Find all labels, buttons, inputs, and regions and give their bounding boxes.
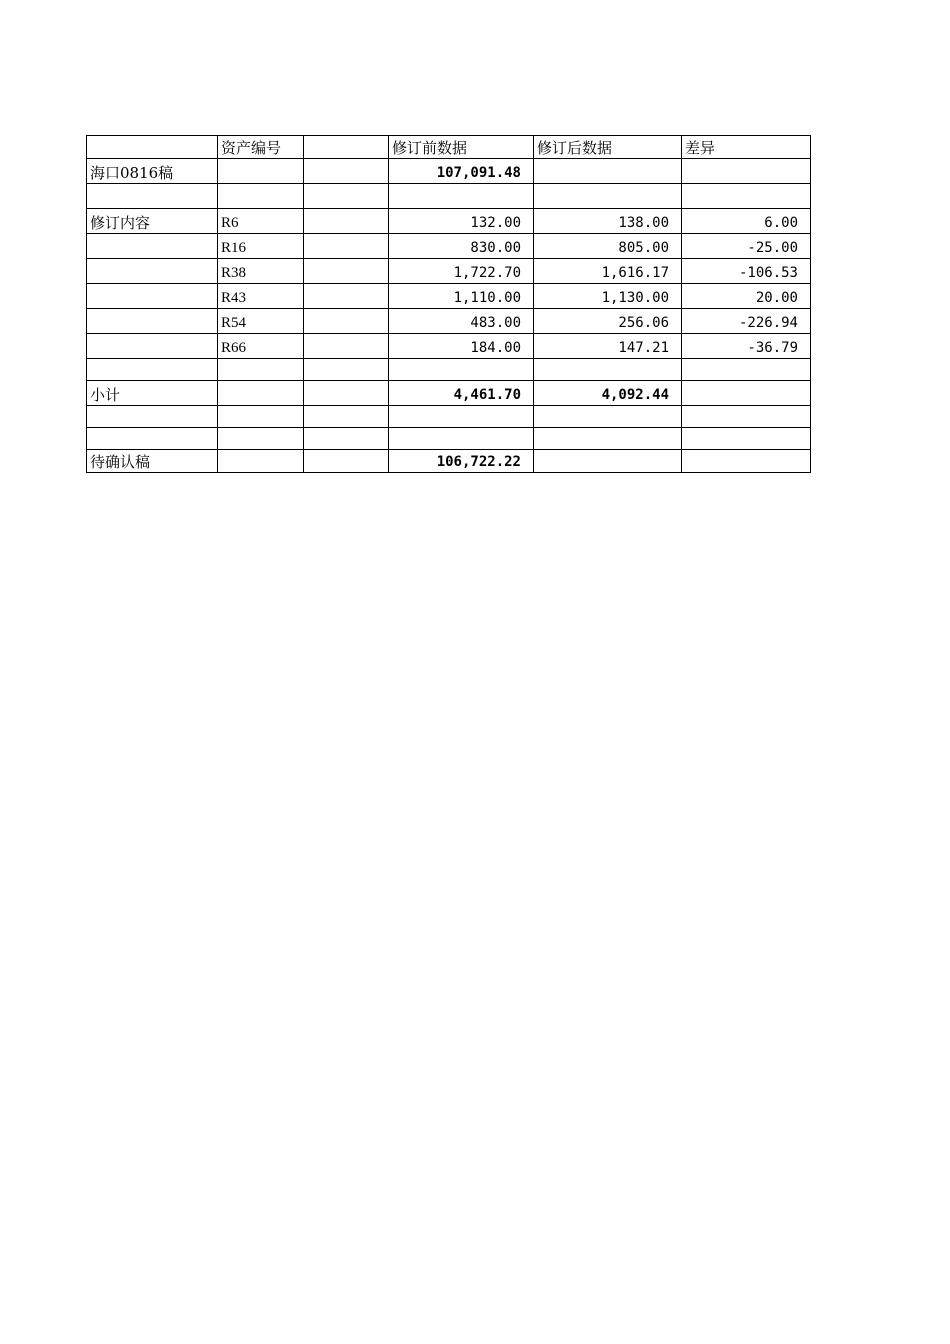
diff-value-cell[interactable]: -36.79 xyxy=(682,334,811,359)
after-value-cell[interactable]: 147.21 xyxy=(534,334,682,359)
after-value-cell[interactable]: 805.00 xyxy=(534,234,682,259)
header-cell-after[interactable]: 修订后数据 xyxy=(534,136,682,159)
row-label[interactable] xyxy=(87,309,218,334)
after-value-cell[interactable] xyxy=(534,450,682,473)
row-label[interactable] xyxy=(87,359,218,381)
row-label[interactable] xyxy=(87,184,218,209)
row-label[interactable]: 待确认稿 xyxy=(87,450,218,473)
asset-code-cell[interactable] xyxy=(218,450,304,473)
header-cell-before[interactable]: 修订前数据 xyxy=(389,136,534,159)
asset-code-cell[interactable] xyxy=(218,406,304,428)
header-cell-asset-code[interactable]: 资产编号 xyxy=(218,136,304,159)
asset-code-cell[interactable] xyxy=(218,428,304,450)
after-value-cell[interactable] xyxy=(534,359,682,381)
after-value-cell[interactable]: 4,092.44 xyxy=(534,381,682,406)
table-row xyxy=(87,428,811,450)
asset-code-cell[interactable]: R43 xyxy=(218,284,304,309)
before-value-cell[interactable]: 184.00 xyxy=(389,334,534,359)
row-label[interactable] xyxy=(87,284,218,309)
diff-value-cell[interactable]: 20.00 xyxy=(682,284,811,309)
table-row xyxy=(87,309,811,334)
row-label[interactable] xyxy=(87,259,218,284)
asset-code-cell[interactable]: R38 xyxy=(218,259,304,284)
diff-value-cell[interactable] xyxy=(682,450,811,473)
header-cell-blank[interactable] xyxy=(87,136,218,159)
subtotal-row xyxy=(87,381,811,406)
before-value-cell[interactable]: 107,091.48 xyxy=(389,159,534,184)
before-value-cell[interactable]: 483.00 xyxy=(389,309,534,334)
row-label[interactable]: 海口0816稿 xyxy=(87,159,218,184)
blank-cell[interactable] xyxy=(304,159,389,184)
table-row xyxy=(87,359,811,381)
after-value-cell[interactable]: 1,130.00 xyxy=(534,284,682,309)
diff-value-cell[interactable]: -106.53 xyxy=(682,259,811,284)
pending-total-row xyxy=(87,450,811,473)
table-row xyxy=(87,284,811,309)
asset-code-cell[interactable] xyxy=(218,184,304,209)
diff-value-cell[interactable] xyxy=(682,381,811,406)
diff-value-cell[interactable] xyxy=(682,184,811,209)
table-row xyxy=(87,259,811,284)
asset-code-cell[interactable]: R16 xyxy=(218,234,304,259)
asset-code-cell[interactable]: R6 xyxy=(218,209,304,234)
header-cell-blank-2[interactable] xyxy=(304,136,389,159)
asset-code-cell[interactable] xyxy=(218,359,304,381)
before-value-cell[interactable]: 1,722.70 xyxy=(389,259,534,284)
row-label[interactable] xyxy=(87,428,218,450)
blank-cell[interactable] xyxy=(304,359,389,381)
table-row xyxy=(87,159,811,184)
after-value-cell[interactable]: 256.06 xyxy=(534,309,682,334)
diff-value-cell[interactable]: -226.94 xyxy=(682,309,811,334)
table-row xyxy=(87,184,811,209)
row-label[interactable] xyxy=(87,234,218,259)
table-row xyxy=(87,209,811,234)
before-value-cell[interactable]: 1,110.00 xyxy=(389,284,534,309)
before-value-cell[interactable]: 830.00 xyxy=(389,234,534,259)
asset-code-cell[interactable]: R54 xyxy=(218,309,304,334)
row-label[interactable] xyxy=(87,406,218,428)
diff-value-cell[interactable]: -25.00 xyxy=(682,234,811,259)
diff-value-cell[interactable] xyxy=(682,159,811,184)
blank-cell[interactable] xyxy=(304,381,389,406)
diff-value-cell[interactable] xyxy=(682,406,811,428)
row-label[interactable]: 修订内容 xyxy=(87,209,218,234)
table-row xyxy=(87,234,811,259)
row-label[interactable]: 小计 xyxy=(87,381,218,406)
after-value-cell[interactable] xyxy=(534,406,682,428)
blank-cell[interactable] xyxy=(304,209,389,234)
header-row xyxy=(87,136,811,159)
before-value-cell[interactable]: 132.00 xyxy=(389,209,534,234)
diff-value-cell[interactable] xyxy=(682,428,811,450)
blank-cell[interactable] xyxy=(304,428,389,450)
blank-cell[interactable] xyxy=(304,234,389,259)
after-value-cell[interactable] xyxy=(534,184,682,209)
blank-cell[interactable] xyxy=(304,334,389,359)
after-value-cell[interactable]: 1,616.17 xyxy=(534,259,682,284)
asset-code-cell[interactable] xyxy=(218,159,304,184)
before-value-cell[interactable] xyxy=(389,184,534,209)
header-cell-diff[interactable]: 差异 xyxy=(682,136,811,159)
asset-code-cell[interactable] xyxy=(218,381,304,406)
diff-value-cell[interactable] xyxy=(682,359,811,381)
blank-cell[interactable] xyxy=(304,284,389,309)
before-value-cell[interactable] xyxy=(389,359,534,381)
row-label[interactable] xyxy=(87,334,218,359)
after-value-cell[interactable] xyxy=(534,159,682,184)
before-value-cell[interactable] xyxy=(389,428,534,450)
table-row xyxy=(87,334,811,359)
before-value-cell[interactable]: 106,722.22 xyxy=(389,450,534,473)
before-value-cell[interactable] xyxy=(389,406,534,428)
after-value-cell[interactable] xyxy=(534,428,682,450)
asset-code-cell[interactable]: R66 xyxy=(218,334,304,359)
blank-cell[interactable] xyxy=(304,450,389,473)
before-value-cell[interactable]: 4,461.70 xyxy=(389,381,534,406)
table-row xyxy=(87,406,811,428)
blank-cell[interactable] xyxy=(304,259,389,284)
blank-cell[interactable] xyxy=(304,309,389,334)
blank-cell[interactable] xyxy=(304,406,389,428)
blank-cell[interactable] xyxy=(304,184,389,209)
revision-table xyxy=(86,135,811,473)
diff-value-cell[interactable]: 6.00 xyxy=(682,209,811,234)
after-value-cell[interactable]: 138.00 xyxy=(534,209,682,234)
